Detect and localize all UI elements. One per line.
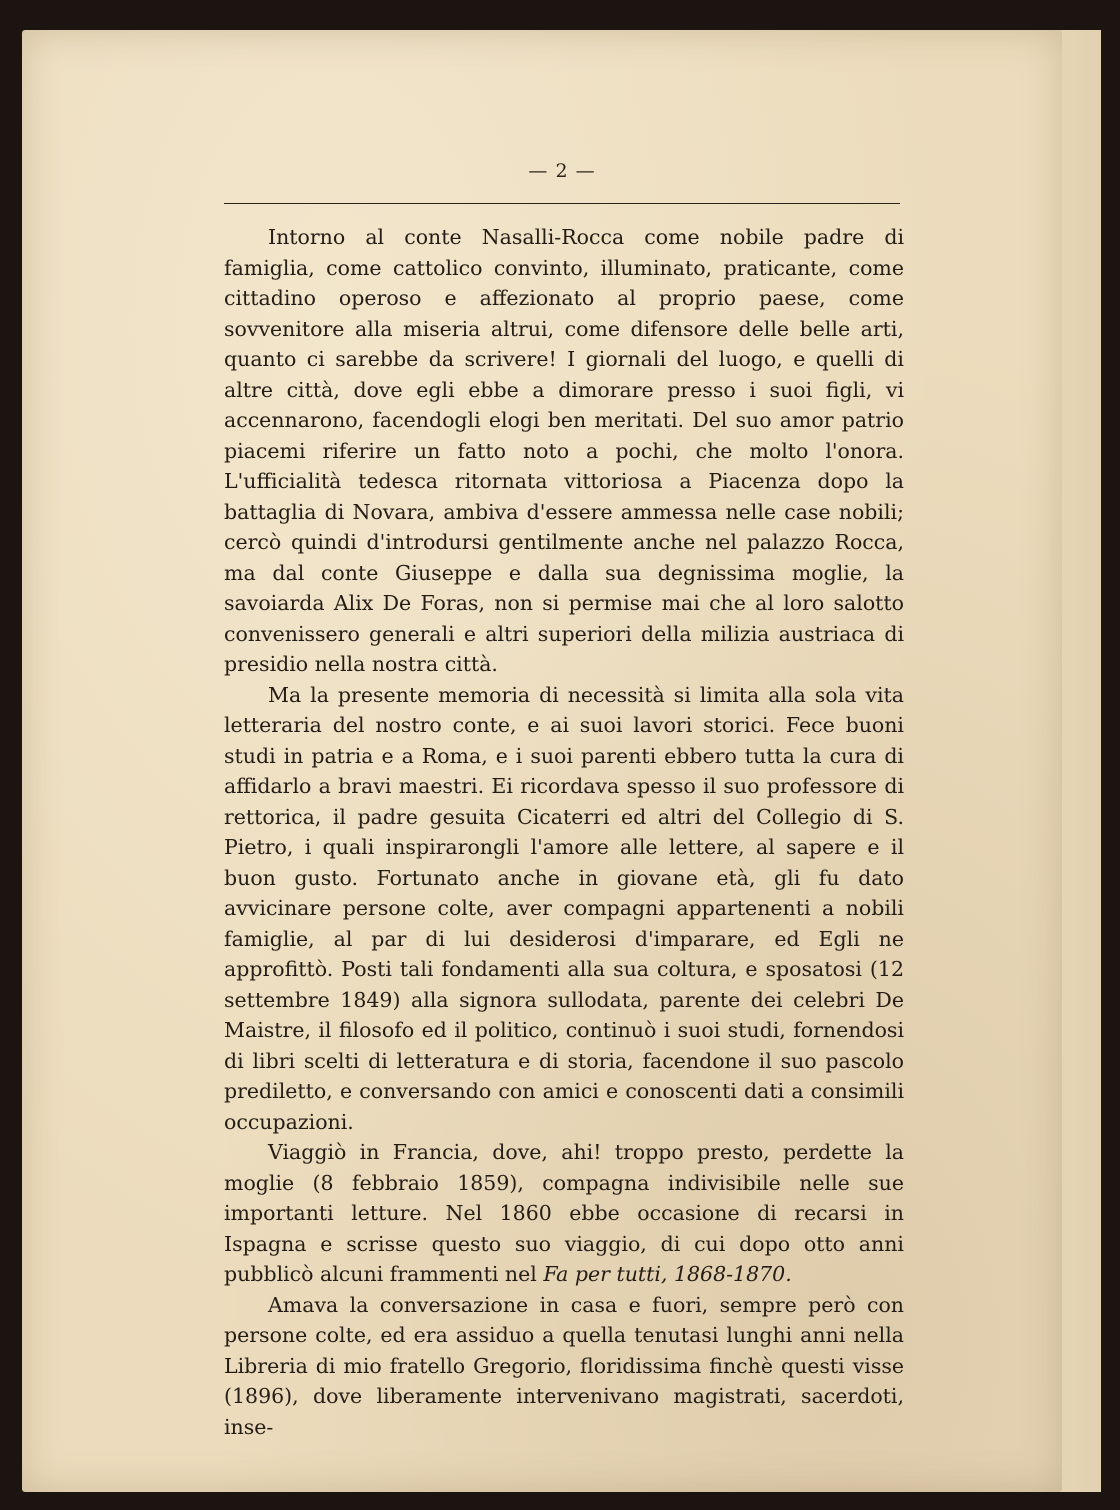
body-text (224, 222, 904, 1442)
paragraph-4: Amava la conversazione in casa e fuori, sempre però con persone colte, ed era assiduo a quella tenutasi lunghi anni nella Libreria di mio fratello Gregorio, floridissima finchè questi visse (1896), dove liberamente intervenivano magistrati, sacerdoti, inse- (224, 1292, 904, 1439)
page-number: — 2 — (528, 160, 596, 182)
paragraph-3-text: Viaggiò in Francia, dove, ahi! troppo presto, perdette la moglie (8 febbraio 1859), compagna indivisibile nelle sue importanti letture. Nel 1860 ebbe occasione di recarsi in Ispagna e scrisse questo suo viaggio, di cui dopo otto anni pubblicò alcuni frammenti nel (224, 1140, 904, 1286)
paragraph-1: Intorno al conte Nasalli-Rocca come nobile padre di famiglia, come cattolico convinto, illuminato, praticante, come cittadino operoso e affezionato al proprio paese, come sovvenitore alla miseria altrui, come difensore delle belle arti, quanto ci sarebbe da scrivere! I giornali del luogo, e quelli di altre città, dove egli ebbe a dimorare presso i suoi figli, vi accennarono, facendogli elogi ben meritati. Del suo amor patrio piacemi riferire un fatto noto a pochi, che molto l'onora. L'ufficialità tedesca ritornata vittoriosa a Piacenza dopo la battaglia di Novara, ambiva d'essere ammessa nelle case nobili; cercò quindi d'introdursi gentilmente anche nel palazzo Rocca, ma dal conte Giuseppe e dalla sua degnissima moglie, la savoiarda Alix De Foras, non si permise mai che al loro salotto convenissero generali e altri superiori della milizia austriaca di presidio nella nostra città. (224, 225, 904, 676)
paragraph-2: Ma la presente memoria di necessità si limita alla sola vita letteraria del nostro conte, e ai suoi lavori storici. Fece buoni studi in patria e a Roma, e i suoi parenti ebbero tutta la cura di affidarlo a bravi maestri. Ei ricordava spesso il suo professore di rettorica, il padre gesuita Cicaterri ed altri del Collegio di S. Pietro, i quali inspirarongli l'amore alle lettere, al sapere e il buon gusto. Fortunato anche in giovane età, gli fu dato avvicinare persone colte, aver compagni appartenenti a nobili famiglie, al par di lui desiderosi d'imparare, ed Egli ne approfittò. Posti tali fondamenti alla sua coltura, e sposatosi (12 settembre 1849) alla signora sullodata, parente dei celebri De Maistre, il filosofo ed il politico, continuò i suoi studi, fornendosi di libri scelti di letteratura e di storia, facendone il suo pascolo prediletto, e conversando con amici e conoscenti dati a consimili occupazioni. (224, 682, 904, 1134)
paragraph-3 (224, 1137, 904, 1290)
header-rule (224, 203, 900, 205)
publication-title: Fa per tutti, 1868-1870. (543, 1262, 792, 1286)
